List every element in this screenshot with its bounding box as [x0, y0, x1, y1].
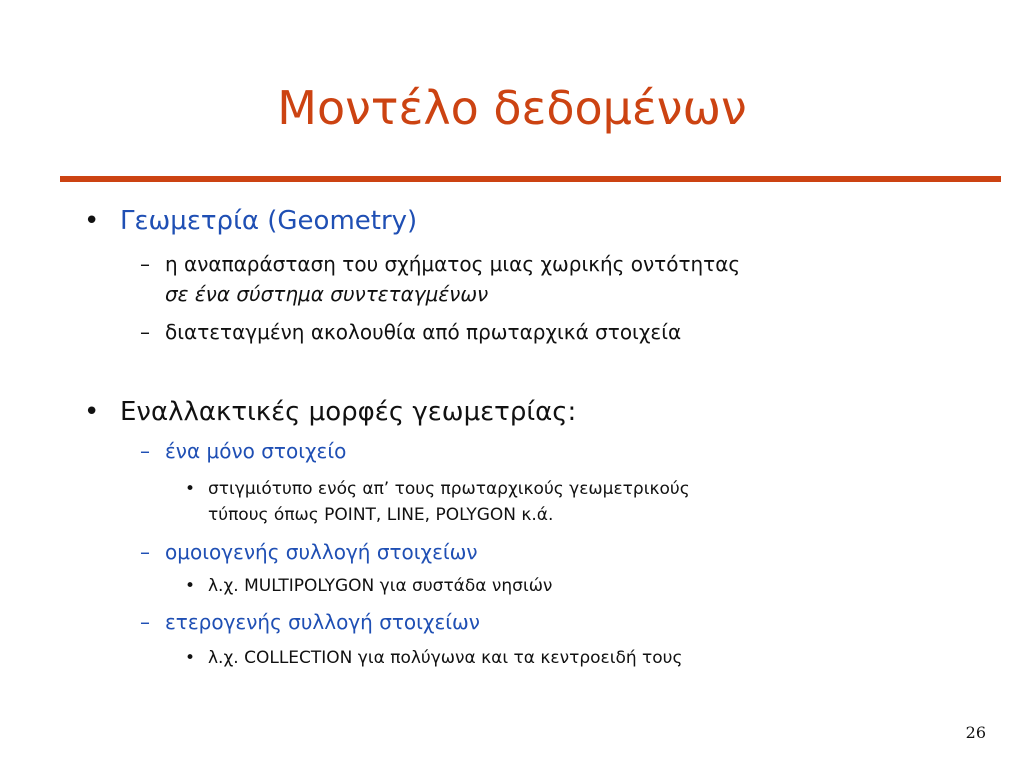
dash-marker: –: [140, 320, 150, 344]
slide-title: Μοντέλο δεδομένων: [277, 81, 747, 135]
sub-bullet-representation-cont: σε ένα σύστημα συντεταγμένων: [165, 282, 489, 306]
dash-marker: –: [140, 439, 150, 463]
sub-bullet-representation: η αναπαράσταση του σχήματος μιας χωρικής οντότητας: [165, 252, 741, 276]
sub-bullet-ordered-sequence: διατεταγμένη ακολουθία από πρωταρχικά στοιχεία: [165, 320, 682, 344]
bullet-marker: •: [185, 648, 196, 668]
sub-bullet-homogeneous: ομοιογενής συλλογή στοιχείων: [165, 540, 478, 564]
item-instance-primitive-cont: τύπους όπως POINT, LINE, POLYGON κ.ά.: [208, 505, 554, 525]
item-multipolygon: λ.χ. MULTIPOLYGON για συστάδα νησιών: [208, 576, 553, 596]
item-instance-primitive: στιγμιότυπο ενός απ’ τους πρωταρχικούς γεωμετρικούς: [208, 479, 690, 499]
bullet-geometry: Γεωμετρία (Geometry): [120, 206, 418, 236]
bullet-marker: •: [185, 576, 196, 596]
page-number: 26: [965, 723, 986, 742]
bullet-marker: •: [84, 206, 100, 236]
bullet-marker: •: [185, 479, 196, 499]
sub-bullet-heterogeneous: ετερογενής συλλογή στοιχείων: [165, 610, 480, 634]
dash-marker: –: [140, 610, 150, 634]
title-divider: [60, 176, 1001, 182]
dash-marker: –: [140, 540, 150, 564]
bullet-marker: •: [84, 397, 100, 427]
item-collection: λ.χ. COLLECTION για πολύγωνα και τα κεντροειδή τους: [208, 648, 683, 668]
bullet-alternative-forms: Εναλλακτικές μορφές γεωμετρίας:: [120, 397, 577, 427]
sub-bullet-single-element: ένα μόνο στοιχείο: [165, 439, 347, 463]
dash-marker: –: [140, 252, 150, 276]
